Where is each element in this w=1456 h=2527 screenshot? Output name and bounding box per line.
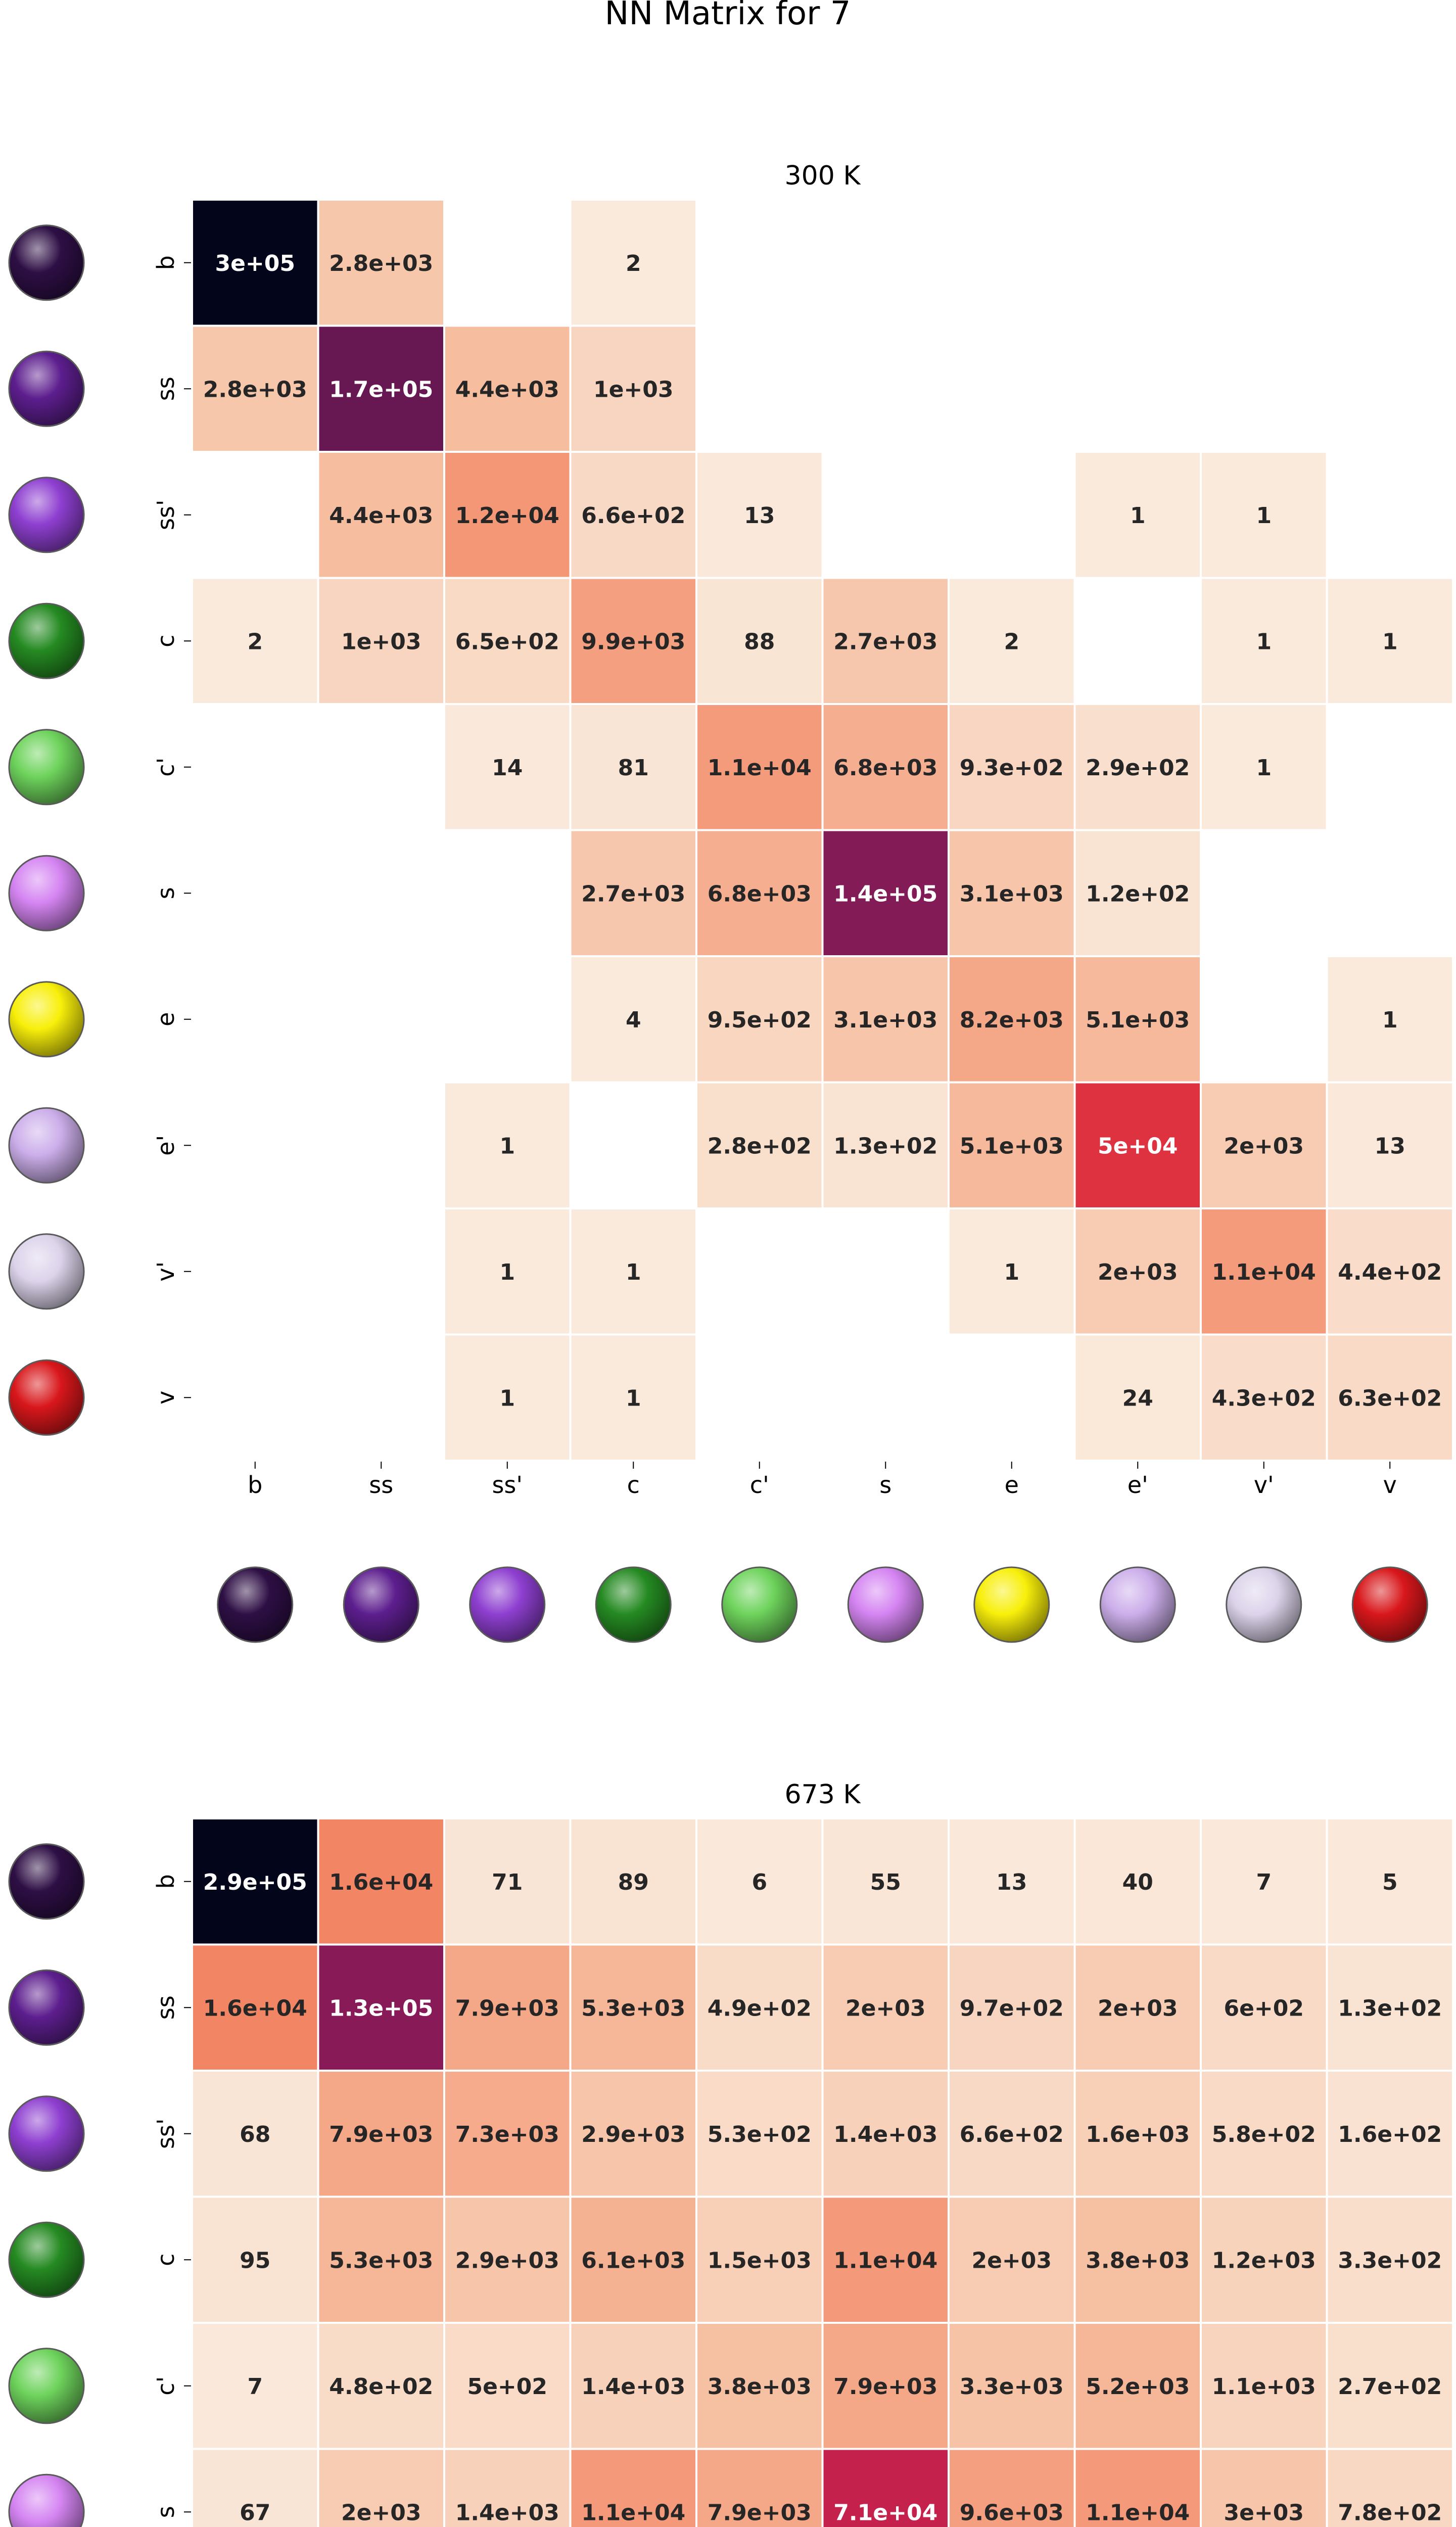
cell-label: 2.7e+02 (1338, 2373, 1442, 2400)
cell-label: 9.3e+02 (959, 755, 1064, 781)
cell-label: 2e+03 (1097, 1259, 1178, 1285)
atom-ball-row (9, 351, 84, 426)
y-tick-label: v (152, 1390, 179, 1405)
cell-label: 6e+02 (1224, 1995, 1304, 2022)
atom-ball-col (848, 1567, 923, 1642)
cell-label: 40 (1122, 1869, 1153, 1895)
cell-label: 3e+03 (1224, 2500, 1304, 2526)
cell-label: 2 (247, 629, 263, 655)
cell-label: 1e+03 (593, 377, 674, 403)
y-tick-label: ss (152, 1995, 179, 2020)
atom-ball-col (722, 1567, 797, 1642)
x-tick-label: b (248, 1471, 263, 1499)
cell-label: 6.1e+03 (581, 2248, 686, 2274)
cell-label: 4.4e+03 (455, 377, 559, 403)
cell-label: 6.8e+03 (833, 755, 938, 781)
cell-label: 4.3e+02 (1211, 1385, 1316, 1412)
y-tick-label: ss' (152, 499, 179, 531)
cell-label: 5e+04 (1097, 1133, 1178, 1159)
cell-label: 4.9e+02 (707, 1995, 812, 2022)
atom-ball-row (9, 856, 84, 930)
atom-ball-col (596, 1567, 671, 1642)
cell-label: 1.4e+03 (833, 2121, 938, 2147)
atom-ball-row (9, 1234, 84, 1309)
cell-label: 68 (240, 2121, 271, 2147)
cell-label: 7 (1256, 1869, 1272, 1895)
cell-label: 5.2e+03 (1086, 2373, 1190, 2400)
atom-ball-row (9, 603, 84, 678)
cell-label: 1 (1004, 1259, 1020, 1285)
cell-label: 2.8e+02 (707, 1133, 812, 1159)
panel-title: 673 K (784, 1780, 861, 1810)
y-tick-label: c' (152, 757, 179, 777)
cell-label: 2.7e+03 (581, 881, 686, 907)
cell-label: 7.9e+03 (833, 2373, 938, 2400)
atom-ball-col (470, 1567, 545, 1642)
cell-label: 9.6e+03 (959, 2500, 1064, 2526)
cell-label: 55 (870, 1869, 901, 1895)
atom-ball-row (9, 2222, 84, 2297)
atom-ball-col (218, 1567, 293, 1642)
cell-label: 2.8e+03 (329, 250, 434, 276)
atom-ball-row (9, 2096, 84, 2171)
cell-label: 67 (240, 2500, 271, 2526)
cell-label: 2e+03 (1097, 1995, 1178, 2022)
cell-label: 1.7e+05 (329, 377, 434, 403)
cell-label: 1 (625, 1385, 641, 1412)
cell-label: 3e+05 (215, 250, 296, 276)
atom-ball-col (1352, 1567, 1427, 1642)
cell-label: 1.4e+03 (455, 2500, 559, 2526)
x-tick-label: s (879, 1471, 892, 1499)
y-tick-label: b (152, 255, 179, 270)
cell-label: 7.9e+03 (329, 2121, 434, 2147)
x-tick-label: e' (1127, 1471, 1148, 1499)
panel-title: 300 K (784, 161, 861, 191)
cell-label: 2 (1004, 629, 1020, 655)
cell-label: 1.6e+04 (329, 1869, 434, 1895)
atom-ball-row (9, 1844, 84, 1919)
cell-label: 6 (752, 1869, 768, 1895)
atom-ball-col (1100, 1567, 1175, 1642)
cell-label: 2.9e+02 (1086, 755, 1190, 781)
y-tick-label: e (152, 1012, 179, 1026)
cell-label: 9.9e+03 (581, 629, 686, 655)
atom-ball-row (9, 225, 84, 300)
cell-label: 6.8e+03 (707, 881, 812, 907)
cell-label: 1.1e+04 (833, 2248, 938, 2274)
cell-label: 1.1e+03 (1211, 2373, 1316, 2400)
cell-label: 1.6e+02 (1338, 2121, 1442, 2147)
heatmap-panel-300k (9, 161, 1453, 1642)
y-tick-label: ss (152, 377, 179, 401)
y-tick-label: s (152, 2506, 179, 2518)
y-tick-label: s (152, 887, 179, 900)
cell-label: 3.3e+02 (1338, 2248, 1442, 2274)
cell-label: 5.1e+03 (1086, 1007, 1190, 1033)
cell-label: 7 (247, 2373, 263, 2400)
x-tick-label: c (627, 1471, 640, 1499)
atom-ball-col (1227, 1567, 1301, 1642)
cell-label: 2.9e+05 (203, 1869, 307, 1895)
cell-label: 7.1e+04 (833, 2500, 938, 2526)
cell-label: 7.3e+03 (455, 2121, 559, 2147)
cell-label: 9.7e+02 (959, 1995, 1064, 2022)
cell-label: 1.2e+03 (1211, 2248, 1316, 2274)
cell-label: 1.6e+03 (1086, 2121, 1190, 2147)
cell-label: 1 (499, 1259, 515, 1285)
y-tick-label: b (152, 1874, 179, 1889)
atom-ball-col (974, 1567, 1049, 1642)
cell-label: 95 (240, 2248, 271, 2274)
cell-label: 6.5e+02 (455, 629, 559, 655)
cell-label: 2.9e+03 (581, 2121, 686, 2147)
cell-label: 1.1e+04 (1211, 1259, 1316, 1285)
cell-label: 1.4e+05 (833, 881, 938, 907)
cell-label: 1 (1382, 1007, 1398, 1033)
cell-label: 4 (625, 1007, 641, 1033)
y-tick-label: v' (152, 1261, 179, 1282)
cell-label: 89 (618, 1869, 649, 1895)
cell-label: 7.8e+02 (1338, 2500, 1442, 2526)
x-tick-label: ss (369, 1471, 394, 1499)
cell-label: 13 (996, 1869, 1027, 1895)
cell-label: 1.6e+04 (203, 1995, 307, 2022)
cell-label: 5.3e+03 (581, 1995, 686, 2022)
cell-label: 3.1e+03 (959, 881, 1064, 907)
cell-label: 7.9e+03 (455, 1995, 559, 2022)
atom-ball-row (9, 2474, 84, 2527)
cell-label: 6.6e+02 (959, 2121, 1064, 2147)
cell-label: 9.5e+02 (707, 1007, 812, 1033)
cell-label: 5.3e+03 (329, 2248, 434, 2274)
y-tick-label: c' (152, 2376, 179, 2396)
cell-label: 6.6e+02 (581, 502, 686, 529)
cell-label: 1 (1256, 755, 1272, 781)
cell-label: 1 (499, 1385, 515, 1412)
atom-ball-row (9, 982, 84, 1057)
cell-label: 1 (1256, 629, 1272, 655)
cell-label: 3.1e+03 (833, 1007, 938, 1033)
cell-label: 8.2e+03 (959, 1007, 1064, 1033)
cell-label: 2.8e+03 (203, 377, 307, 403)
cell-label: 2e+03 (845, 1995, 926, 2022)
atom-ball-row (9, 1108, 84, 1183)
cell-label: 2 (625, 250, 641, 276)
cell-label: 3.3e+03 (959, 2373, 1064, 2400)
cell-label: 13 (744, 502, 775, 529)
cell-label: 14 (492, 755, 523, 781)
cell-label: 1 (625, 1259, 641, 1285)
cell-label: 5 (1382, 1869, 1398, 1895)
cell-label: 5e+02 (467, 2373, 548, 2400)
heatmap-panel-673k (9, 1780, 1453, 2527)
cell-label: 4.4e+03 (329, 502, 434, 529)
atom-ball-col (344, 1567, 418, 1642)
y-tick-label: e' (152, 1135, 179, 1156)
cell-label: 1 (1130, 502, 1146, 529)
cell-label: 1.3e+02 (1338, 1995, 1442, 2022)
x-tick-label: e (1004, 1471, 1019, 1499)
cell-label: 1.2e+04 (455, 502, 559, 529)
y-tick-label: c (152, 634, 179, 647)
atom-ball-row (9, 1970, 84, 2045)
cell-label: 2.7e+03 (833, 629, 938, 655)
cell-label: 24 (1122, 1385, 1153, 1412)
cell-label: 7.9e+03 (707, 2500, 812, 2526)
x-tick-label: v' (1253, 1471, 1274, 1499)
atom-ball-row (9, 1360, 84, 1435)
cell-label: 1.2e+02 (1086, 881, 1190, 907)
x-tick-label: ss' (492, 1471, 523, 1499)
cell-label: 1 (499, 1133, 515, 1159)
cell-label: 1.3e+05 (329, 1995, 434, 2022)
cell-label: 1.1e+04 (707, 755, 812, 781)
cell-label: 3.8e+03 (707, 2373, 812, 2400)
cell-label: 1.3e+02 (833, 1133, 938, 1159)
atom-ball-row (9, 2349, 84, 2423)
cell-label: 1e+03 (341, 629, 421, 655)
y-tick-label: ss' (152, 2118, 179, 2149)
cell-label: 1.5e+03 (707, 2248, 812, 2274)
cell-label: 4.8e+02 (329, 2373, 434, 2400)
x-tick-label: c' (749, 1471, 769, 1499)
cell-label: 71 (492, 1869, 523, 1895)
y-tick-label: c (152, 2253, 179, 2266)
cell-label: 2.9e+03 (455, 2248, 559, 2274)
atom-ball-row (9, 478, 84, 552)
cell-label: 1.1e+04 (581, 2500, 686, 2526)
cell-label: 88 (744, 629, 775, 655)
cell-label: 2e+03 (341, 2500, 421, 2526)
cell-label: 2e+03 (971, 2248, 1052, 2274)
cell-label: 4.4e+02 (1338, 1259, 1442, 1285)
cell-label: 3.8e+03 (1086, 2248, 1190, 2274)
cell-label: 5.8e+02 (1211, 2121, 1316, 2147)
cell-label: 5.3e+02 (707, 2121, 812, 2147)
atom-ball-row (9, 730, 84, 805)
cell-label: 13 (1374, 1133, 1405, 1159)
cell-label: 1 (1382, 629, 1398, 655)
cell-label: 5.1e+03 (959, 1133, 1064, 1159)
cell-label: 1.4e+03 (581, 2373, 686, 2400)
cell-label: 6.3e+02 (1338, 1385, 1442, 1412)
cell-label: 2e+03 (1224, 1133, 1304, 1159)
cell-label: 1.1e+04 (1086, 2500, 1190, 2526)
cell-label: 1 (1256, 502, 1272, 529)
cell-label: 81 (618, 755, 649, 781)
x-tick-label: v (1383, 1471, 1397, 1499)
figure-title: NN Matrix for 7 (604, 0, 851, 32)
